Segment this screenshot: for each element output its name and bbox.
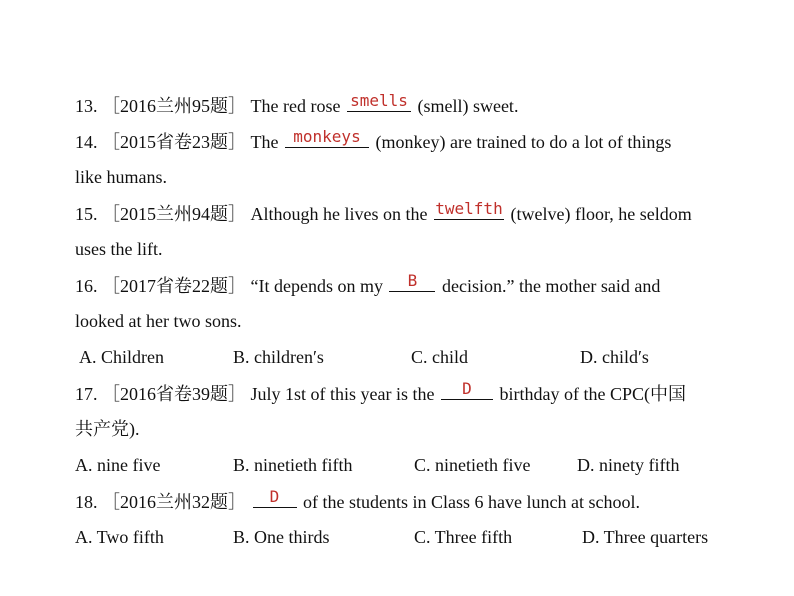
option-c: C. child (411, 347, 468, 367)
question-16-continued (75, 311, 241, 331)
question-text: decision.” the mother said and (437, 276, 661, 296)
question-15 (75, 199, 692, 224)
question-text: 共产党). (75, 419, 140, 439)
option-b: B. children′s (233, 347, 324, 367)
option-a: A. Two fifth (75, 527, 164, 547)
option-d: D. ninety fifth (577, 455, 680, 475)
answer-text: D (269, 487, 280, 506)
answer-text: D (462, 379, 472, 398)
question-text: looked at her two sons. (75, 311, 242, 331)
answer-blank (434, 199, 504, 220)
question-17-continued (75, 419, 140, 439)
answer-blank (347, 91, 411, 112)
answer-blank (441, 379, 493, 400)
question-text: 15. ［2015兰州94题］ Although he lives on the (75, 204, 432, 224)
option-b: B. One thirds (233, 527, 330, 547)
question-text: (smell) sweet. (412, 96, 519, 116)
answer-text: monkeys (293, 127, 361, 146)
answer-text: B (407, 271, 418, 290)
option-b: B. ninetieth fifth (233, 455, 353, 475)
answer-blank (253, 487, 297, 508)
option-d: D. Three quarters (582, 527, 709, 547)
question-15-continued (75, 239, 163, 259)
question-text: 16. ［2017省卷22题］ “It depends on my (75, 276, 388, 296)
question-18 (75, 487, 640, 512)
question-text: (monkey) are trained to do a lot of things (370, 132, 672, 152)
option-c: C. ninetieth five (414, 455, 531, 475)
question-17 (75, 379, 686, 404)
question-text: 14. ［2015省卷23题］ The (75, 132, 283, 152)
option-a: A. nine five (75, 455, 161, 475)
answer-blank (389, 271, 435, 292)
option-a: A. Children (79, 347, 164, 367)
question-text: (twelve) floor, he seldom (505, 204, 692, 224)
question-text: 18. ［2016兰州32题］ (75, 492, 251, 512)
question-13 (75, 91, 519, 116)
question-text: 13. ［2016兰州95题］ The red rose (75, 96, 345, 116)
option-d: D. child′s (580, 347, 649, 367)
question-16 (75, 271, 661, 296)
question-text: of the students in Class 6 have lunch at school. (298, 492, 640, 512)
question-text: 17. ［2016省卷39题］ July 1st of this year is the (75, 384, 439, 404)
answer-text: twelfth (435, 199, 503, 218)
answer-text: smells (350, 91, 408, 110)
question-14-continued (75, 167, 167, 187)
answer-blank (285, 127, 369, 148)
option-c: C. Three fifth (414, 527, 513, 547)
question-14 (75, 127, 672, 152)
question-text: uses the lift. (75, 239, 163, 259)
question-text: birthday of the CPC(中国 (494, 384, 686, 404)
question-text: like humans. (75, 167, 167, 187)
